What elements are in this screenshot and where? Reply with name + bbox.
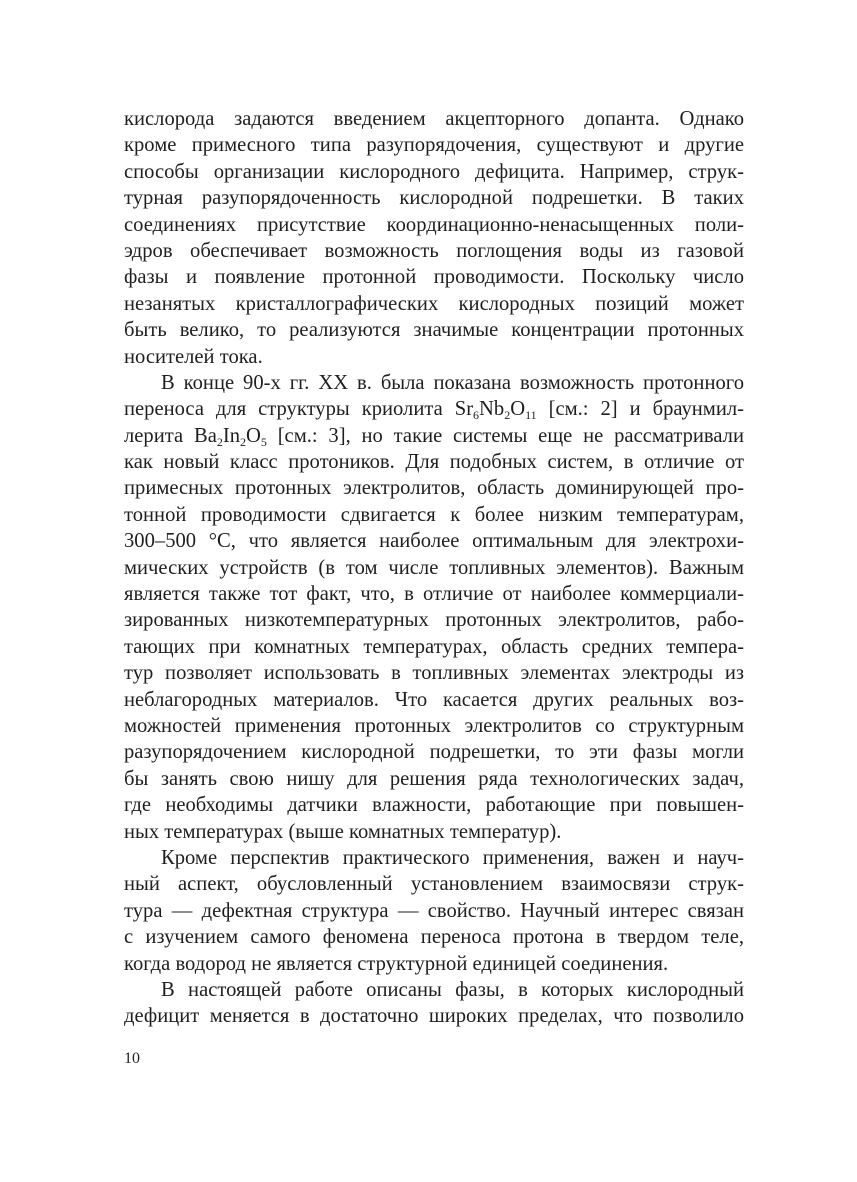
text-line: с изучением самого феномена переноса протона в твердом теле, [124,926,744,949]
text-segment: [см.: 3], но такие системы еще не рассматривали [266,424,744,447]
text-line: фазы и появление протонной проводимости. Поскольку число [124,266,744,289]
text-segment: лерита [124,424,194,447]
text-line: как новый класс протоников. Для подобных систем, в отличие от [124,451,744,474]
text-line: где необходимы датчики влажности, работающие при повышен- [124,794,744,817]
paragraph-1 [124,106,744,370]
text-line: разупорядочением кислородной подрешетки, то эти фазы могли [124,741,744,764]
text-line: способы организации кислородного дефицита. Например, струк- [124,160,744,183]
text-line: В настоящей работе описаны фазы, в которых кислородный [161,978,744,1001]
paragraph-2 [124,370,744,845]
text-line: является также тот факт, что, в отличие от наиболее коммерциали- [124,583,744,606]
text-line: когда водород не является структурной единицей соединения. [124,952,669,975]
text-line: тающих при комнатных температурах, область средних темпера- [124,635,744,658]
text-line: зированных низкотемпературных протонных электролитов, рабо- [124,609,744,632]
text-line: тур позволяет использовать в топливных элементах электроды из [124,662,744,685]
text-line: 300–500 °С, что является наиболее оптимальным для электрохи- [124,530,744,553]
text-line: турная разупорядоченность кислородной подрешетки. В таких [124,187,744,210]
text-line: носителей тока. [124,345,263,368]
text-line: мических устройств (в том числе топливных элементов). Важным [124,556,744,579]
text-line: тонной проводимости сдвигается к более низким температурам, [124,503,744,526]
text-line: быть велико, то реализуются значимые концентрации протонных [124,319,744,342]
paragraph-3 [124,845,744,977]
text-segment: [см.: 2] и браунмил- [536,398,744,421]
text-line: В конце 90-х гг. XX в. была показана возможность протонного [161,371,744,394]
text-line-formula-brownmillerite [124,423,744,449]
page-number: 10 [124,1050,140,1067]
chemical-formula-sr6nb2o11: $Sr_6Nb_2O_{11}$ [454,398,537,423]
text-line: Кроме перспектив практического применения, важен и науч- [161,846,744,869]
text-segment: переноса для структуры криолита [124,398,455,421]
text-line: бы занять свою нишу для решения ряда технологических задач, [124,767,744,790]
page-body [124,106,744,1030]
chemical-formula-ba2in2o5: $Ba_2In_2O_5$ [193,424,267,449]
paragraph-4 [124,977,744,1030]
text-line: эдров обеспечивает возможность поглощения воды из газовой [124,239,744,262]
text-line-formula-cryolite [124,396,744,422]
text-line: примесных протонных электролитов, область доминирующей про- [124,477,744,500]
text-line: незанятых кристаллографических кислородных позиций может [124,292,744,315]
text-line: неблагородных материалов. Что касается других реальных воз- [124,688,744,711]
text-line: ных температурах (выше комнатных температур). [124,820,562,843]
text-line: кислорода задаются введением акцепторного допанта. Однако [124,108,744,130]
text-line: можностей применения протонных электролитов со структурным [124,714,744,737]
text-line: кроме примесного типа разупорядочения, существуют и другие [124,134,744,157]
text-line: тура — дефектная структура — свойство. Научный интерес связан [124,899,744,922]
text-line: соединениях присутствие координационно-ненасыщенных поли- [124,213,744,236]
text-line: дефицит меняется в достаточно широких пределах, что позволило [124,1005,744,1028]
text-line: ный аспект, обусловленный установлением взаимосвязи струк- [124,873,744,896]
